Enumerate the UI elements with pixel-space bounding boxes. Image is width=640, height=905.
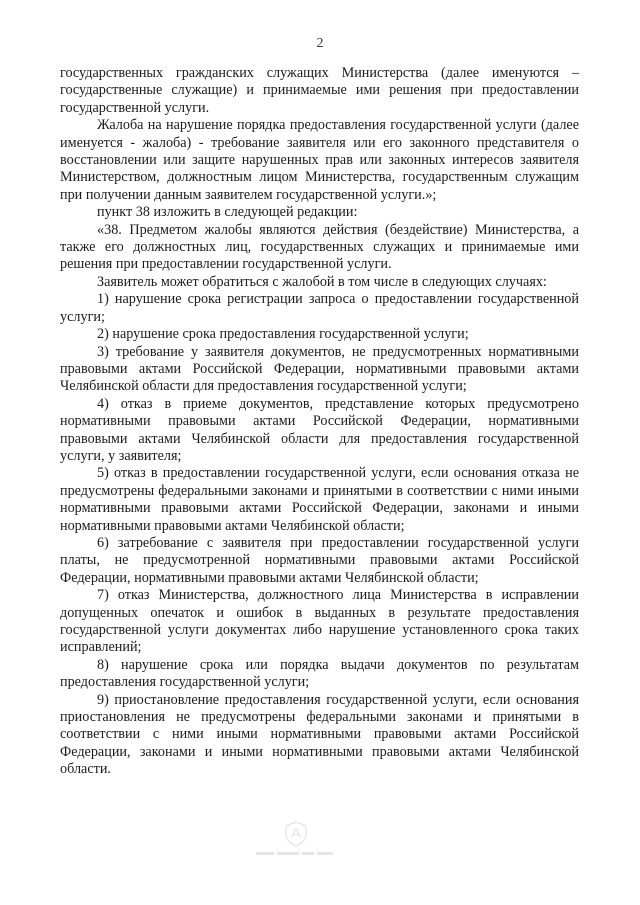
list-item: 2) нарушение срока предоставления государственной услуги; [97,326,469,343]
paragraph: Жалоба на нарушение порядка предоставления государственной услуги (далее именуется - жалоба) - требование заявителя или его законного представителя о восстановлении или защите нарушенных прав или законных интересов заявителя Министерством, должностным лицом Министерства, государственным служащим при получении данным заявителем государственной услуги.»; [60,117,579,203]
list-item: 9) приостановление предоставления государственной услуги, если основания приостановления не предусмотрены федеральными законами и принятыми в соответствии с ними иными нормативными правовыми актами Российской Федерации, законами и иными нормативными правовыми актами Челябинской области. [60,691,579,778]
paragraph: «38. Предметом жалобы являются действия (бездействие) Министерства, а также его должностных лиц, государственных служащих и принимаемые ими решения при предоставлении государственной услуги. [60,221,579,273]
coat-of-arms-icon [282,820,310,848]
list-item: 8) нарушение срока или порядка выдачи документов по результатам предоставления государственной услуги; [60,656,579,691]
list-item: 7) отказ Министерства, должностного лица Министерства в исправлении допущенных опечаток и ошибок в выданных в результате предоставления государственной услуги документах либо нарушение установленного срока таких исправлений; [60,587,579,656]
paragraph: государственных гражданских служащих Министерства (далее именуются – государственные служащие) и принимаемые ими решения при предоставлении государственной услуги. [60,65,579,116]
list-item: 3) требование у заявителя документов, не предусмотренных нормативными правовыми актами Российской Федерации, нормативными правовыми актами Челябинской области для предоставления государственной услуги; [60,343,579,395]
watermark [256,820,336,866]
watermark-caption [256,852,336,856]
paragraph: пункт 38 изложить в следующей редакции: [97,204,358,221]
page-number: 2 [316,36,324,51]
list-item: 5) отказ в предоставлении государственной услуги, если основания отказа не предусмотрены федеральными законами и принятыми в соответствии с ними иными нормативными правовыми актами Российской Федерации, законами и иными нормативными правовыми актами Челябинской области; [60,465,579,534]
document-body [60,65,579,779]
list-item: 1) нарушение срока регистрации запроса о предоставлении государственной услуги; [60,291,579,325]
paragraph: Заявитель может обратиться с жалобой в том числе в следующих случаях: [97,273,547,290]
list-item: 4) отказ в приеме документов, представление которых предусмотрено нормативными правовыми актами Российской Федерации, нормативными правовыми актами Челябинской области для предоставления государственной услуги, у заявителя; [60,395,579,464]
list-item: 6) затребование с заявителя при предоставлении государственной услуги платы, не предусмотренной нормативными правовыми актами Российской Федерации, нормативными правовыми актами Челябинской области; [60,534,579,586]
